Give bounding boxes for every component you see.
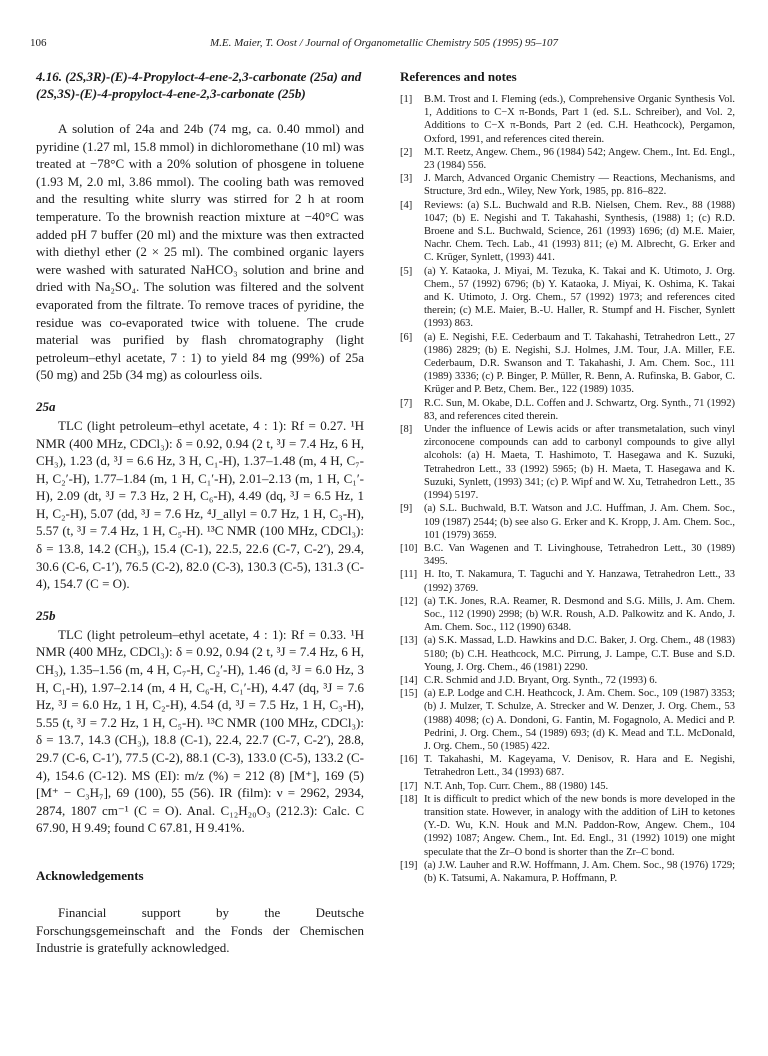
reference-item: [400, 687, 735, 753]
page-number: 106: [30, 37, 47, 49]
reference-text: R.C. Sun, M. Okabe, D.L. Coffen and J. Schwartz, Org. Synth., 71 (1992) 83, and references cited therein.: [424, 397, 735, 422]
reference-text: (a) S.K. Massad, L.D. Hawkins and D.C. Baker, J. Org. Chem., 48 (1983) 5180; (b) C.H. Heathcock, M.C. Pirrung, J. Lampe, C.T. Buse and S.D. Young, J. Org. Chem., 46 (1981) 2290.: [424, 635, 735, 673]
reference-text: J. March, Advanced Organic Chemistry — Reactions, Mechanisms, and Structure, 3rd edn., Wiley, New York, 1985, pp. 816–822.: [424, 173, 735, 198]
reference-number: [10]: [400, 542, 418, 554]
compound-25b-data: TLC (light petroleum–ethyl acetate, 4 : 1): Rf = 0.33. ¹H NMR (400 MHz, CDCl₃): δ = 0.92, 0.94 (2 t, ³J = 7.4 Hz, 6 H, CH₃), 1.35–1.56 (m, 4 H, C₇-H, C₂′-H), 1.46 (d, ³J = 6.0 Hz, 3 H, C₁-H), 1.97–2.14 (m, 4 H, C₆-H, C₁′-H), 4.47 (dq, ³J = 7.6 Hz, ³J = 6.0 Hz, 1 H, C₂-H), 4.54 (d, ³J = 7.5 Hz, 1 H, C₃-H), 5.55 (t, ³J = 7.2 Hz, 1 H, C₅-H). ¹³C NMR (100 MHz, CDCl₃): δ = 13.7, 14.3 (CH₃), 18.8 (C-1), 22.4, 22.7 (C-7, C-2′), 28.8, 29.7 (C-6, C-1′), 77.5 (C-2), 88.1 (C-3), 133.0 (C-5), 133.2 (C-4), 154.6 (C-12). MS (EI): m/z (%) = 212 (8) [M⁺], 169 (5) [M⁺ − C₃H₇], 69 (100), 55 (56). IR (film): ν = 2962, 2934, 2874, 1807 cm⁻¹ (C = O). Anal. C₁₂H₂₀O₃ (212.3): Calc. C 67.90, H 9.49; found C 67.81, H 9.41%.: [36, 626, 364, 836]
reference-number: [15]: [400, 688, 418, 700]
compound-25a-data: TLC (light petroleum–ethyl acetate, 4 : 1): Rf = 0.27. ¹H NMR (400 MHz, CDCl₃): δ = 0.92, 0.94 (2 t, ³J = 7.4 Hz, 6 H, CH₃), 1.23 (d, ³J = 6.6 Hz, 3 H, C₁-H), 1.37–1.48 (m, 4 H, C₇-H, C₂′-H), 1.77–1.84 (m, 1 H, C₁′-H), 2.01–2.13 (m, 1 H, C₁′-H), 2.09 (dt, ³J = 7.3 Hz, 2 H, C₆-H), 4.49 (dq, ³J = 6.5 Hz, 1 H, C₂-H), 5.07 (dd, ³J = 7.6 Hz, ⁴J_allyl = 0.7 Hz, 1 H, C₃-H), 5.57 (t, ³J = 7.4 Hz, 1 H, C₅-H). ¹³C NMR (100 MHz, CDCl₃): δ = 13.8, 14.2 (CH₃), 15.4 (C-1), 22.5, 22.6 (C-7, C-2′), 29.4, 30.6 (C-6, C-1′), 76.5 (C-2), 82.0 (C-3), 130.3 (C-5), 131.3 (C-4), 154.7 (C = O).: [36, 417, 364, 592]
reference-item: [400, 423, 735, 502]
running-head: M.E. Maier, T. Oost / Journal of Organometallic Chemistry 505 (1995) 95–107: [210, 37, 559, 49]
reference-item: [400, 793, 735, 859]
reference-item: [400, 859, 735, 885]
acknowledgements-text: Financial support by the Deutsche Forschungsgemeinschaft and the Fonds der Chemischen Industrie is gratefully acknowledged.: [36, 904, 364, 956]
acknowledgements-heading: Acknowledgements: [36, 867, 144, 883]
reference-item: [400, 502, 735, 542]
reference-number: [19]: [400, 859, 418, 871]
reference-number: [6]: [400, 331, 413, 343]
reference-text: N.T. Anh, Top. Curr. Chem., 88 (1980) 145.: [424, 780, 609, 792]
reference-number: [12]: [400, 595, 418, 607]
compound-25b-heading: 25b: [36, 607, 56, 623]
reference-number: [16]: [400, 754, 418, 766]
reference-item: [400, 753, 735, 779]
reference-number: [8]: [400, 424, 413, 436]
reference-list: [400, 93, 735, 885]
reference-text: B.C. Van Wagenen and T. Livinghouse, Tetrahedron Lett., 30 (1989) 3495.: [424, 542, 735, 568]
left-column: [36, 68, 364, 957]
reference-text: Reviews: (a) S.L. Buchwald and R.B. Nielsen, Chem. Rev., 88 (1988) 1047; (b) E. Negishi and T. Takahashi, Synthesis, (1988) 1; (c) R.D. Broene and S.L. Buchwald, Science, 261 (1993) 1696; (d) M.E. Maier, Nachr. Chem. Tech. Lab., 41 (1993) 811; (e) M. Albrecht, G. Erker and C. Krüger, Synlett, (1993) 441.: [424, 199, 735, 264]
reference-number: [1]: [400, 94, 413, 105]
reference-text: C.R. Schmid and J.D. Bryant, Org. Synth., 72 (1993) 6.: [424, 674, 658, 686]
reference-item: [400, 397, 735, 423]
reference-number: [3]: [400, 173, 413, 185]
reference-text: It is difficult to predict which of the new bonds is more developed in the transition state. However, in analogy with the addition of LiH to ketones (Y.-D. Wu, K.N. Houk and M.N. Paddon-Row, Angew. Chem., 104 (1992) 1087; Angew. Chem., Int. Ed. Engl., 31 (1992) 1019) one might speculate that the Zr–O bond is shorter than the Zr–C bond.: [424, 793, 735, 858]
reference-item: [400, 595, 735, 635]
compound-25a-heading: 25a: [36, 398, 56, 414]
reference-item: [400, 542, 735, 568]
reference-number: [13]: [400, 635, 418, 647]
reference-number: [18]: [400, 793, 418, 805]
reference-number: [5]: [400, 265, 413, 277]
reference-number: [7]: [400, 397, 413, 409]
reference-item: [400, 199, 735, 265]
reference-text: (a) T.K. Jones, R.A. Reamer, R. Desmond and S.G. Mills, J. Am. Chem. Soc., 112 (1990) 2998; (b) W.R. Roush, A.D. Palkowitz and K. Ando, J. Am. Chem. Soc., 112 (1990) 6348.: [424, 595, 735, 634]
reference-text: H. Ito, T. Nakamura, T. Taguchi and Y. Hanzawa, Tetrahedron Lett., 33 (1992) 3769.: [424, 569, 735, 594]
reference-text: (a) Y. Kataoka, J. Miyai, M. Tezuka, K. Takai and K. Utimoto, J. Org. Chem., 57 (1992) 6796; (b) Y. Kataoka, J. Miyai, K. Oshima, K. Takai and K. Utimoto, J. Org. Chem., 57 (1992) 1973; and references cited therein; (c) M.E. Maier, B.-U. Haller, R. Stumpf and H. Fischer, Synlett (1993) 863.: [424, 265, 735, 330]
reference-item: [400, 780, 735, 793]
reference-number: [17]: [400, 780, 418, 792]
reference-text: (a) J.W. Lauher and R.W. Hoffmann, J. Am. Chem. Soc., 98 (1976) 1729; (b) K. Tatsumi, A. Nakamura, P. Hoffmann, P.: [424, 859, 735, 884]
reference-text: T. Takahashi, M. Kageyama, V. Denisov, R. Hara and E. Negishi, Tetrahedron Lett., 34 (1993) 687.: [424, 754, 735, 779]
reference-number: [2]: [400, 146, 413, 158]
reference-number: [14]: [400, 674, 418, 686]
right-column: [400, 68, 735, 885]
reference-text: (a) S.L. Buchwald, B.T. Watson and J.C. Huffman, J. Am. Chem. Soc., 109 (1987) 2544; (b) see also G. Erker and K. Kropp, J. Am. Chem. Soc., 101 (1979) 3659.: [424, 503, 735, 541]
reference-text: (a) E. Negishi, F.E. Cederbaum and T. Takahashi, Tetrahedron Lett., 27 (1986) 2829; (b) E. Negishi, S.J. Holmes, J.M. Tour, J.A. Miller, F.E. Cederbaum, D.R. Swanson and T. Takahashi, J. Am. Chem. Soc., 111 (1989) 3336; (c) P. Binger, P. Müller, R. Benn, A. Rufinska, B. Gabor, C. Krüger and P. Betz, Chem. Ber., 122 (1989) 1035.: [424, 331, 735, 396]
reference-text: B.M. Trost and I. Fleming (eds.), Comprehensive Organic Synthesis Vol. 1, Additions to C−X π-Bonds, Part 1 (ed. S.L. Schreiber), and Vol. 2, Additions to C−X π-Bonds, Part 2 (ed. C.H. Heathcock), Pergamon, Oxford, 1991, and references cited therein.: [424, 94, 735, 145]
reference-item: [400, 172, 735, 198]
reference-item: [400, 146, 735, 172]
reference-number: [11]: [400, 569, 418, 581]
page-header: [30, 37, 738, 53]
reference-item: [400, 634, 735, 674]
section-title: 4.16. (2S,3R)-(E)-4-Propyloct-4-ene-2,3-carbonate (25a) and (2S,3S)-(E)-4-propyloct-4-ene-2,3-carbonate (25b): [36, 69, 362, 101]
reference-text: M.T. Reetz, Angew. Chem., 96 (1984) 542; Angew. Chem., Int. Ed. Engl., 23 (1984) 556.: [424, 146, 735, 172]
reference-text: Under the influence of Lewis acids or after transmetalation, such vinyl zirconocene compounds can add to carbonyl compounds to give allyl alcohols: (a) H. Maeta, T. Hashimoto, T. Hasegawa and K. Suzuki, Tetrahedron Lett., 33 (1992) 5965; (b) H. Maeta, T. Hasegawa and K. Suzuki, Synlett, (1993) 341; (c) P. Wipf and W. Xu, Tetrahedron Lett., 35 (1994) 5197.: [424, 424, 735, 502]
reference-item: [400, 674, 735, 687]
reference-item: [400, 568, 735, 594]
reference-text: (a) E.P. Lodge and C.H. Heathcock, J. Am. Chem. Soc., 109 (1987) 3353; (b) J. Mulzer, T. Schulze, A. Strecker and W. Denzer, J. Org. Chem., 53 (1988) 4098; (c) A. Dondoni, G. Fantin, M. Fogagnolo, A. Medici and P. Pedrini, J. Org. Chem., 54 (1989) 693; (d) K. Mead and T.L. McDonald, J. Org. Chem., 50 (1985) 422.: [424, 688, 735, 752]
reference-item: [400, 93, 735, 146]
reference-number: [9]: [400, 503, 413, 515]
reference-item: [400, 265, 735, 331]
reference-item: [400, 331, 735, 397]
reference-number: [4]: [400, 199, 413, 211]
references-heading: References and notes: [400, 69, 517, 84]
procedure-paragraph: A solution of 24a and 24b (74 mg, ca. 0.40 mmol) and pyridine (1.27 ml, 15.8 mmol) in dichloromethane (10 ml) was treated at −78°C with a 20% solution of phosgene in toluene (1.93 M, 2.0 ml, 3.86 mmol). The cooling bath was removed and the resulting white slurry was stirred for 2 h at room temperature. To the brownish reaction mixture at −40°C was added pH 7 buffer (20 ml) and the mixture was then extracted with diethyl ether (2 × 25 ml). The combined organic layers were washed with saturated NaHCO₃ solution and brine and dried with Na₂SO₄. The solution was filtered and the solvent evaporated from the filtrate. To remove traces of pyridine, the residue was co-evaporated twice with toluene. The crude material was purified by flash chromatography (light petroleum–ethyl acetate, 7 : 1) to yield 84 mg (99%) of 25a (50 mg) and 25b (34 mg) as colourless oils.: [36, 121, 364, 383]
